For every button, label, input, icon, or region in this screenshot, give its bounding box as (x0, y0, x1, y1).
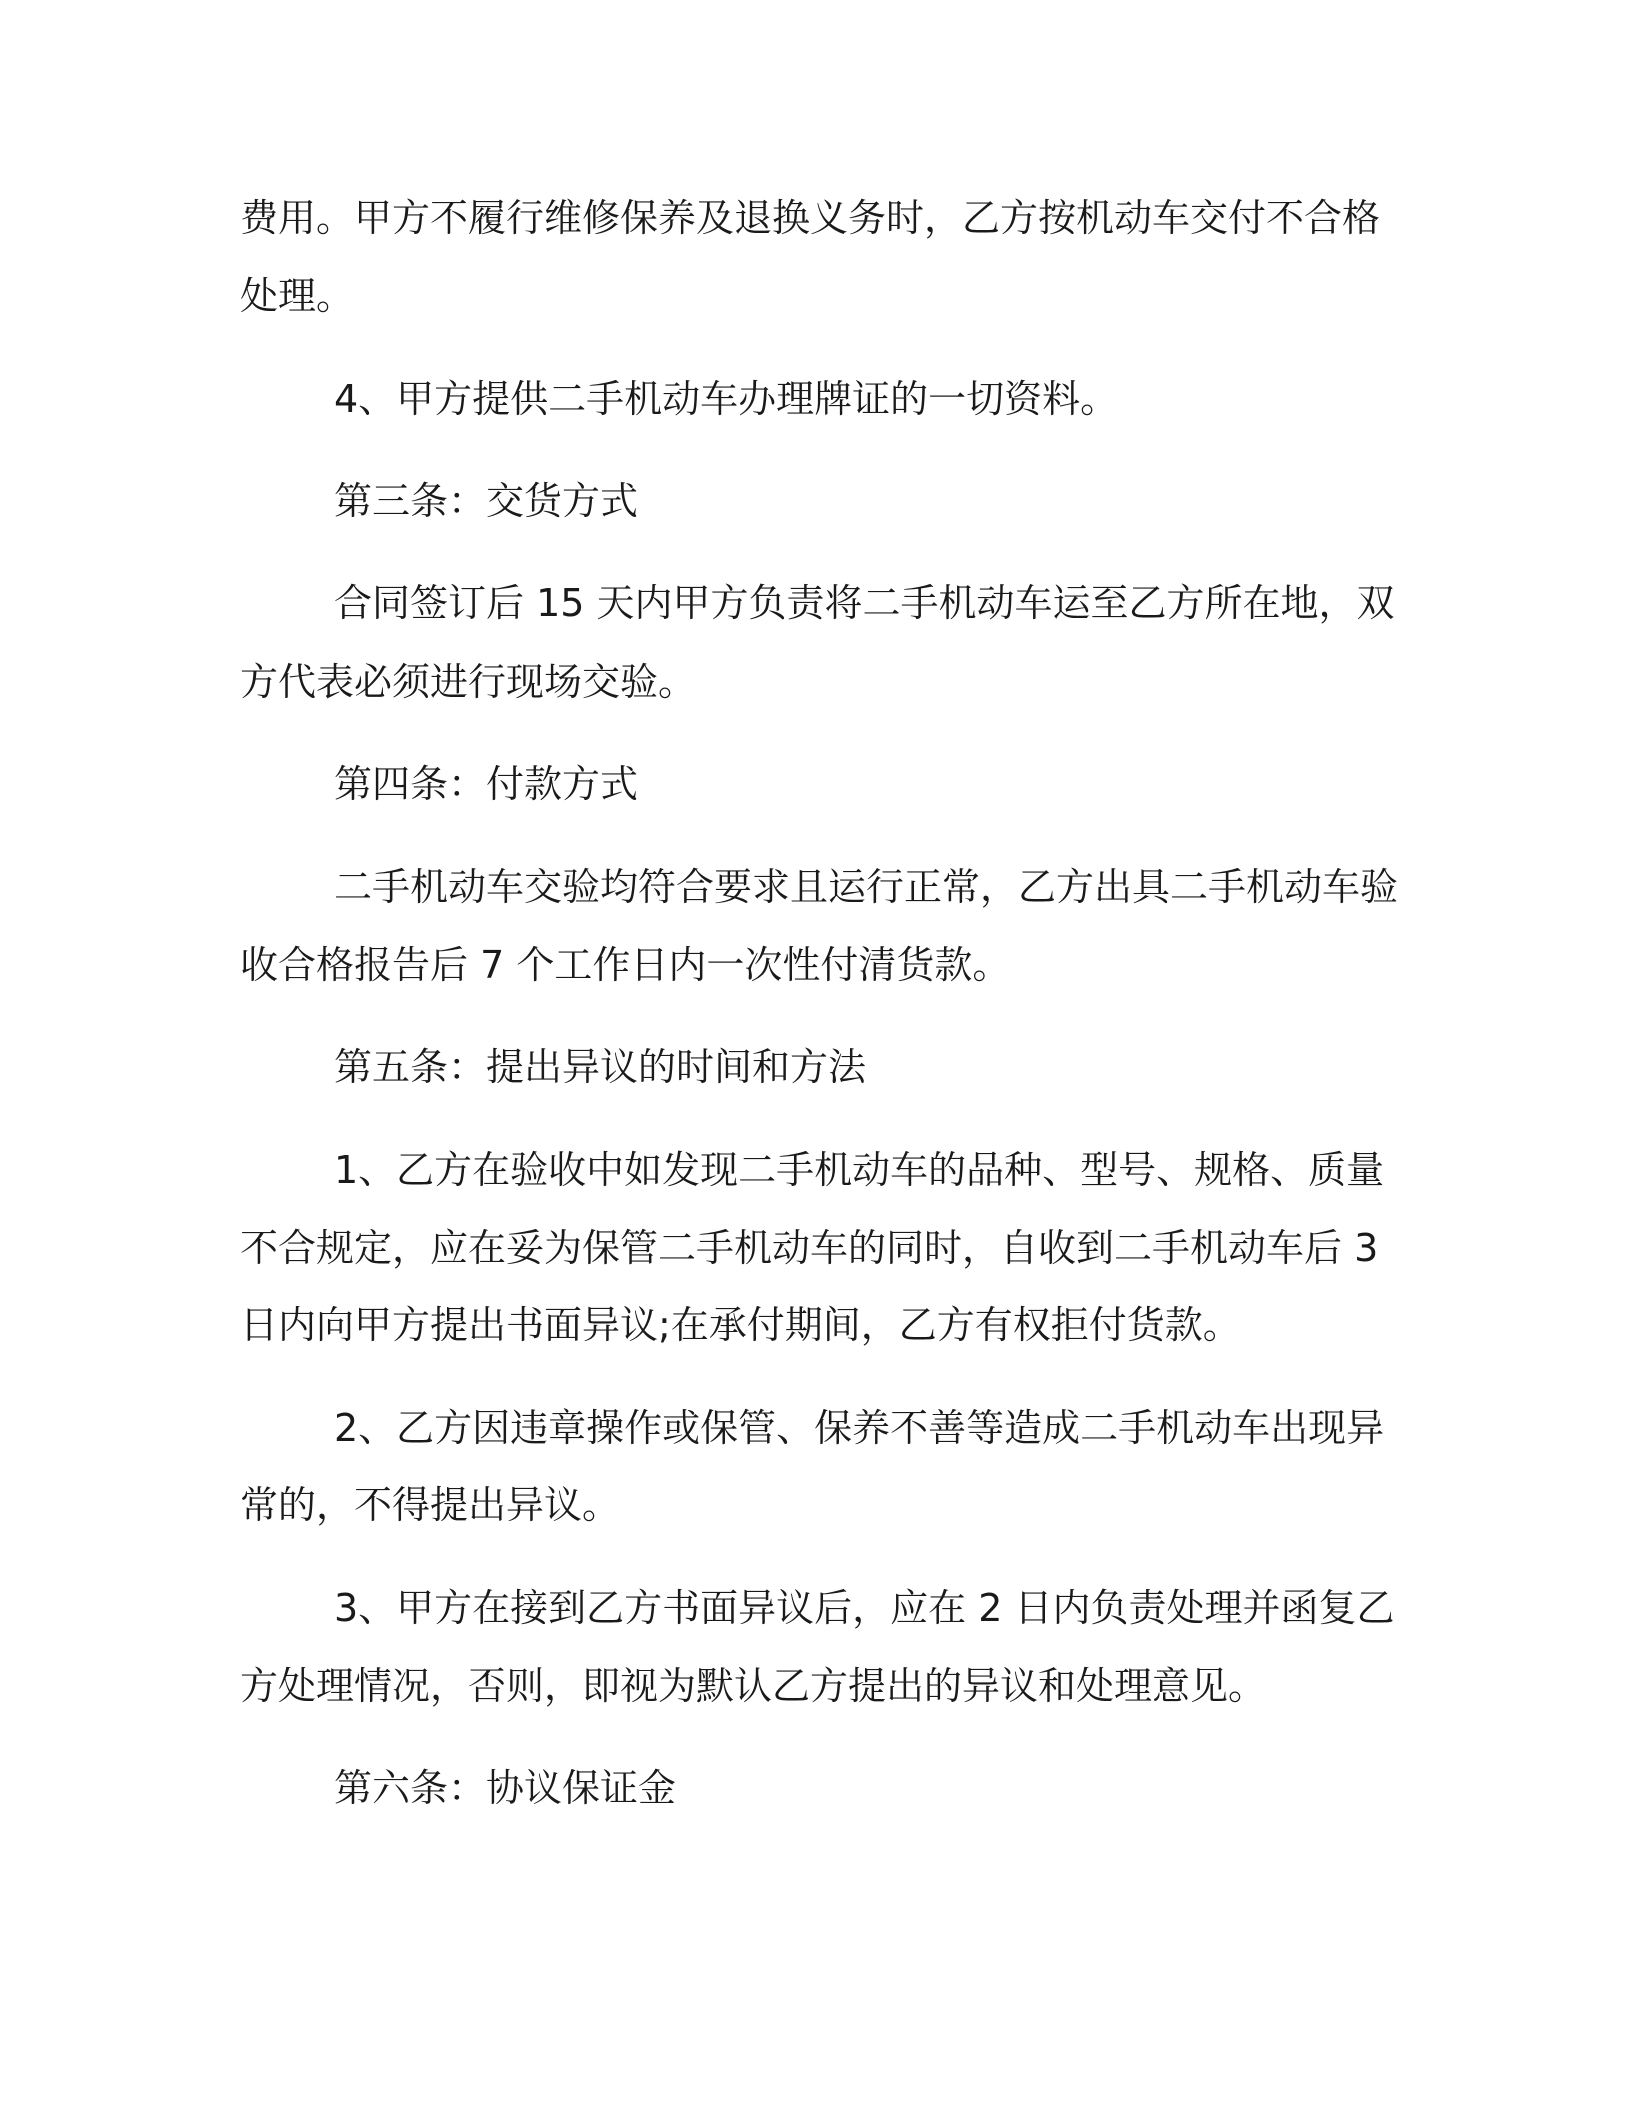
text-line: 二手机动车交验均符合要求且运行正常，乙方出具二手机动车验 (334, 865, 1399, 909)
clause-item: 1、乙方在验收中如发现二手机动车的品种、型号、规格、质量 (334, 1148, 1385, 1192)
text-line: 收合格报告后 7 个工作日内一次性付清货款。 (240, 943, 1011, 987)
section-heading: 第四条：付款方式 (334, 762, 639, 806)
clause-item: 4、甲方提供二手机动车办理牌证的一切资料。 (334, 377, 1119, 421)
text-line: 处理。 (240, 274, 355, 318)
clause-item: 2、乙方因违章操作或保管、保养不善等造成二手机动车出现异 (334, 1406, 1385, 1450)
section-heading: 第三条：交货方式 (334, 479, 639, 523)
section-heading: 第五条：提出异议的时间和方法 (334, 1045, 867, 1089)
clause-item: 3、甲方在接到乙方书面异议后，应在 2 日内负责处理并函复乙 (334, 1586, 1395, 1630)
text-line: 费用。甲方不履行维修保养及退换义务时，乙方按机动车交付不合格 (240, 196, 1381, 240)
section-heading: 第六条：协议保证金 (334, 1766, 677, 1810)
text-line: 方处理情况，否则，即视为默认乙方提出的异议和处理意见。 (240, 1664, 1267, 1708)
text-line: 合同签订后 15 天内甲方负责将二手机动车运至乙方所在地，双 (334, 581, 1395, 625)
text-line: 日内向甲方提出书面异议;在承付期间，乙方有权拒付货款。 (240, 1303, 1241, 1347)
text-line: 不合规定，应在妥为保管二手机动车的同时，自收到二手机动车后 3 (240, 1226, 1379, 1270)
text-line: 常的，不得提出异议。 (240, 1483, 621, 1527)
text-line: 方代表必须进行现场交验。 (240, 660, 697, 704)
